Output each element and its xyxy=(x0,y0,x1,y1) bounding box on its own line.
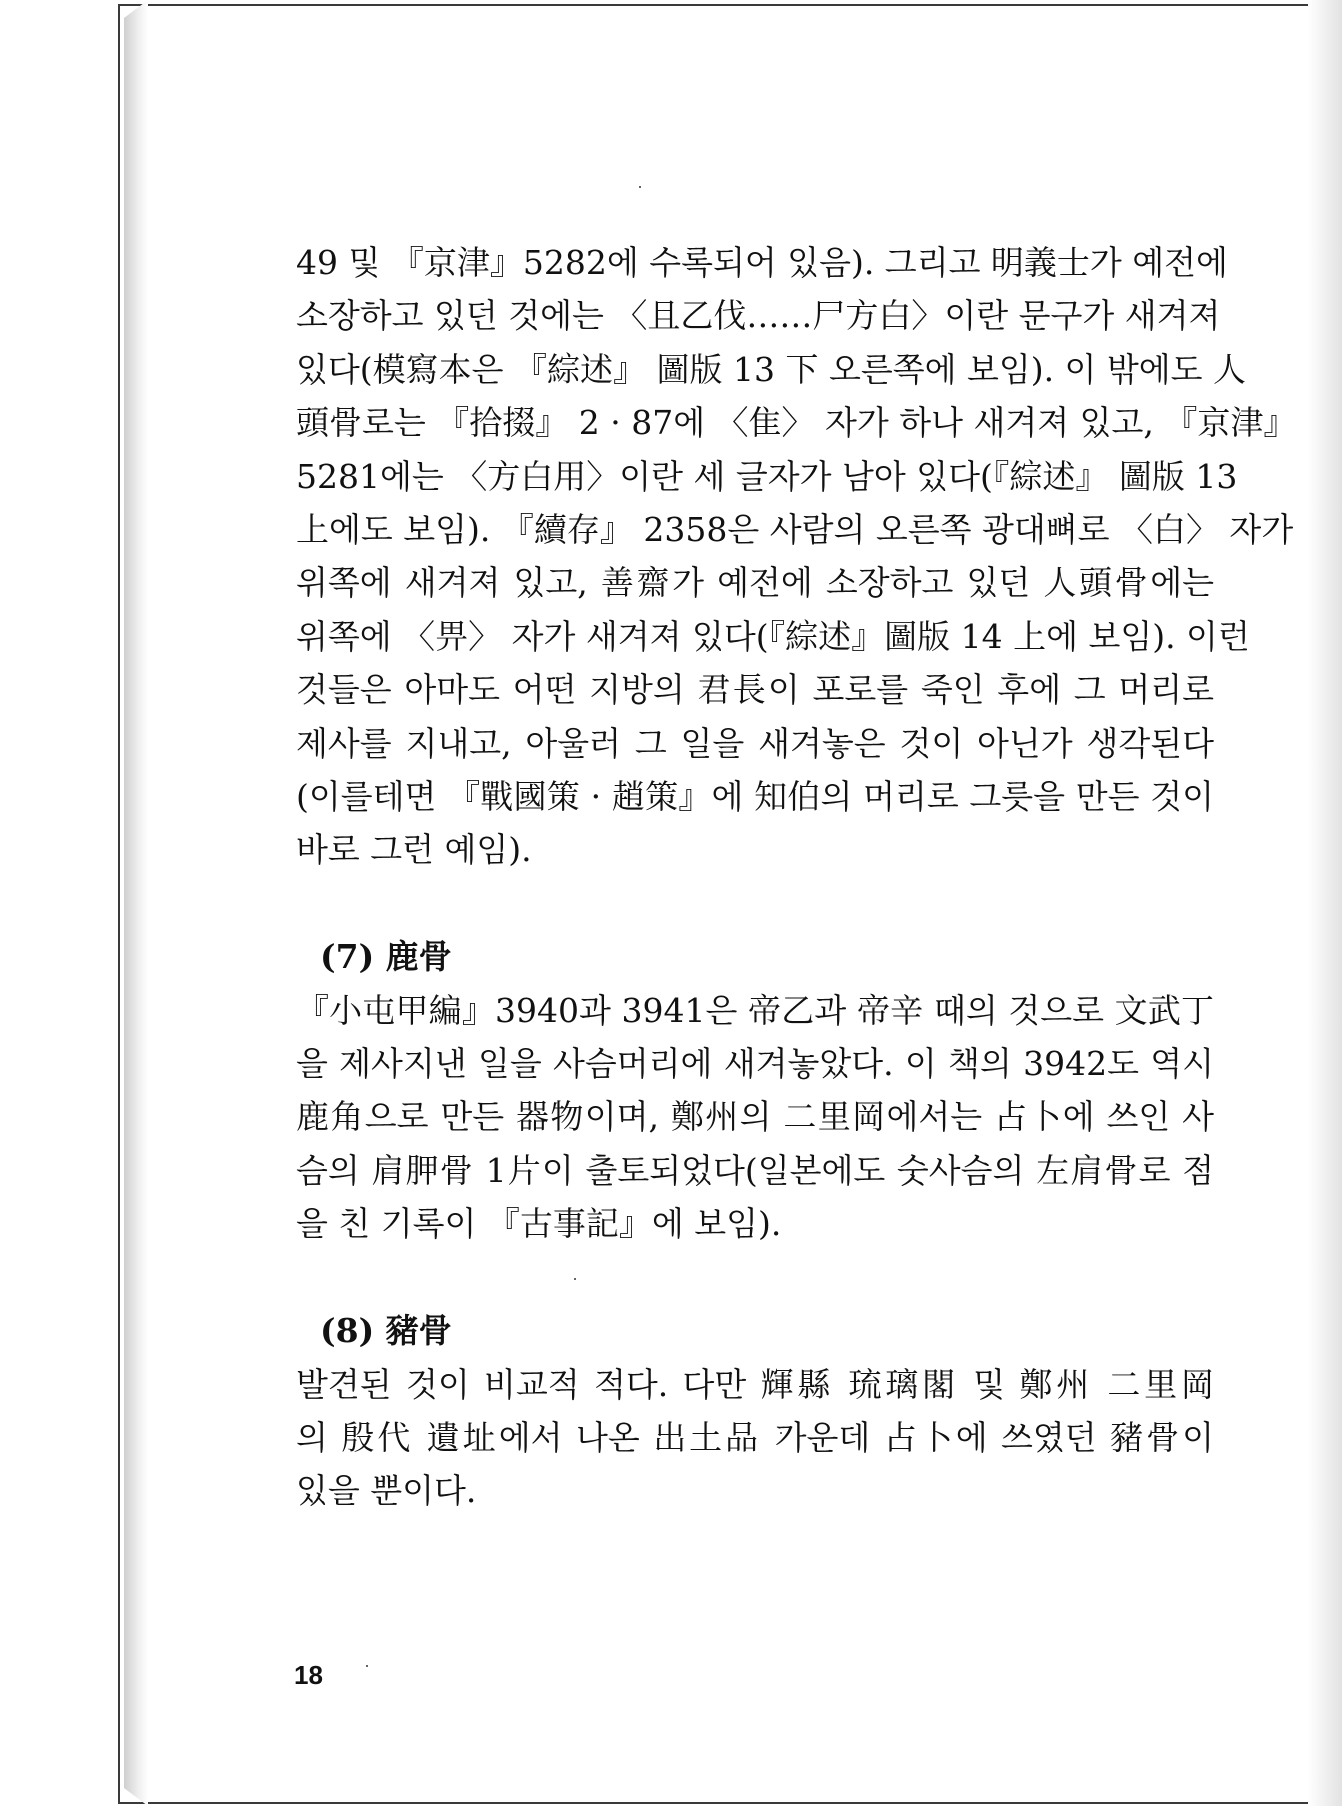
body-line: 있다(模寫本은 『綜述』 圖版 13 下 오른쪽에 보임). 이 밖에도 人 xyxy=(296,349,1247,389)
page-spine xyxy=(124,0,148,1806)
body-line: 위쪽에 새겨져 있고, 善齋가 예전에 소장하고 있던 人頭骨에는 xyxy=(296,563,1214,603)
body-line: 위쪽에 〈畀〉 자가 새겨져 있다(『綜述』圖版 14 上에 보임). 이런 xyxy=(296,616,1250,656)
page-edge-shadow xyxy=(1308,0,1342,1806)
scan-speck xyxy=(366,1665,368,1667)
body-line: 上에도 보임). 『續存』 2358은 사람의 오른쪽 광대뼈로 〈白〉 자가 xyxy=(296,510,1294,550)
section-heading-deer-bone: (7) 鹿骨 xyxy=(320,937,452,977)
section-line: 을 제사지낸 일을 사슴머리에 새겨놓았다. 이 책의 3942도 역시 xyxy=(296,1044,1214,1084)
section-heading-pig-bone: (8) 豬骨 xyxy=(320,1311,452,1351)
section-line: 의 殷代 遺址에서 나온 出土品 가운데 占卜에 쓰였던 豬骨이 xyxy=(296,1417,1214,1457)
section-line: 鹿角으로 만든 器物이며, 鄭州의 二里岡에서는 占卜에 쓰인 사 xyxy=(296,1097,1214,1137)
section-line: 발견된 것이 비교적 적다. 다만 輝縣 琉璃閣 및 鄭州 二里岡 xyxy=(296,1364,1214,1404)
body-line: 제사를 지내고, 아울러 그 일을 새겨놓은 것이 아닌가 생각된다 xyxy=(296,723,1214,763)
paragraph-gap xyxy=(296,877,1214,930)
body-line: 소장하고 있던 것에는 〈且乙伐……尸方白〉이란 문구가 새겨져 xyxy=(296,296,1221,336)
section-line: 슴의 肩胛骨 1片이 출토되었다(일본에도 숫사슴의 左肩骨로 점 xyxy=(296,1150,1214,1190)
section-line: 을 친 기록이 『古事記』에 보임). xyxy=(296,1204,782,1244)
body-line: 것들은 아마도 어떤 지방의 君長이 포로를 죽인 후에 그 머리로 xyxy=(296,670,1214,710)
body-line: 頭骨로는 『拾掇』 2 · 87에 〈隹〉 자가 하나 새겨져 있고, 『京津』 xyxy=(296,403,1297,443)
paragraph-gap xyxy=(296,1251,1214,1304)
body-text xyxy=(296,236,1297,1518)
page-number: 18 xyxy=(294,1660,323,1690)
body-line: 바로 그런 예임). xyxy=(296,830,532,870)
body-line: 49 및 『京津』5282에 수록되어 있음). 그리고 明義士가 예전에 xyxy=(296,243,1228,282)
section-line: 『小屯甲編』3940과 3941은 帝乙과 帝辛 때의 것으로 文武丁 xyxy=(296,990,1214,1030)
body-line: 5281에는 〈方白用〉이란 세 글자가 남아 있다(『綜述』 圖版 13 xyxy=(296,456,1238,496)
body-line: (이를테면 『戰國策 · 趙策』에 知伯의 머리로 그릇을 만든 것이 xyxy=(296,777,1214,817)
section-line: 있을 뿐이다. xyxy=(296,1471,477,1511)
scan-speck xyxy=(639,186,641,188)
